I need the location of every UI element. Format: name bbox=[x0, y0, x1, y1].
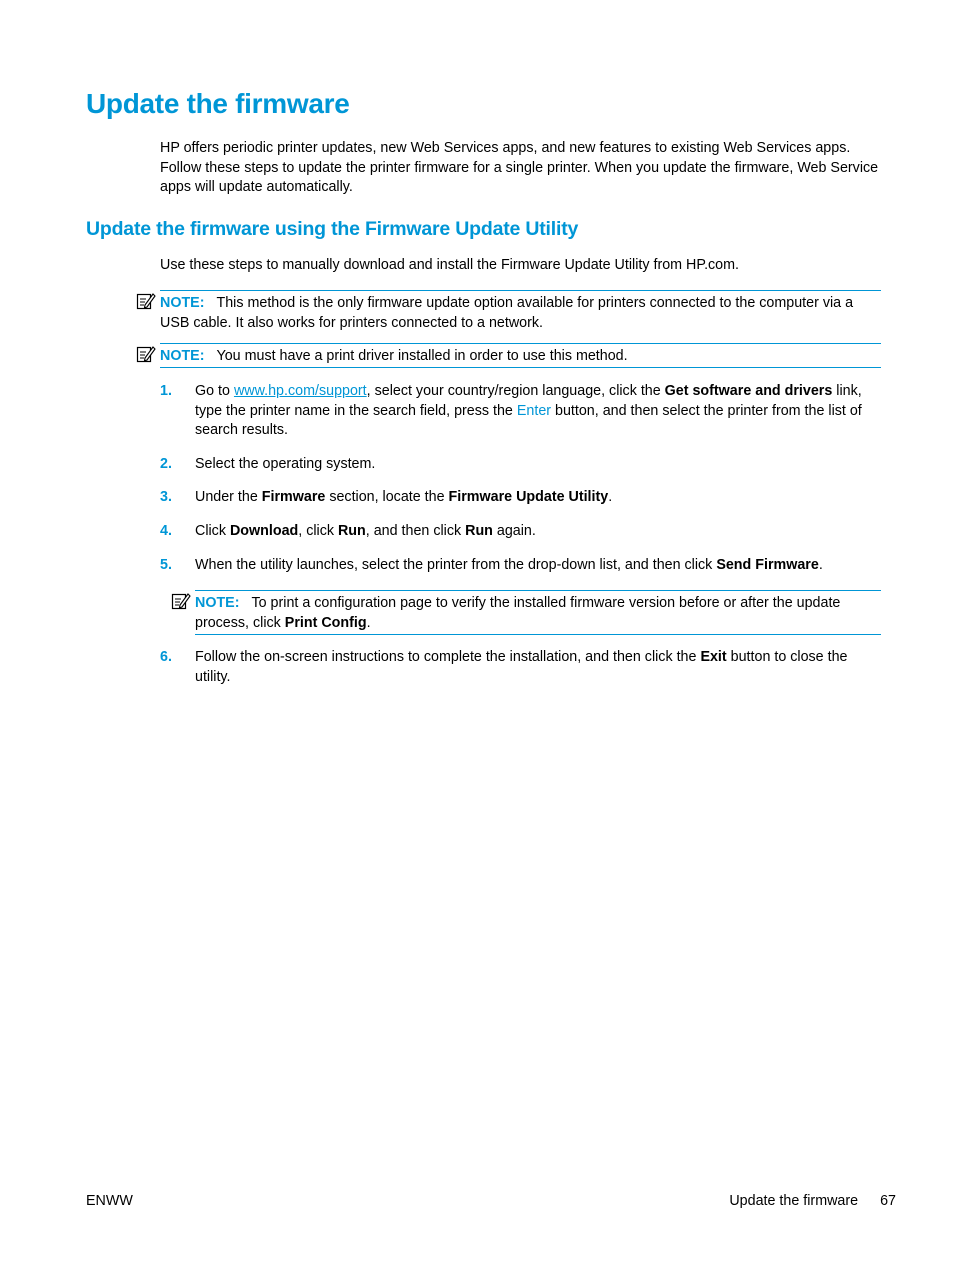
text-run: . bbox=[818, 557, 823, 573]
ui-term: Download bbox=[229, 523, 299, 539]
support-link[interactable]: www.hp.com/support bbox=[233, 383, 367, 399]
step-text: Select the operating system. bbox=[195, 456, 376, 472]
intro-paragraph: HP offers periodic printer updates, new Web Services apps, and new features to existing Web Services apps. Follow these steps to update the printer firmware for a single printer. When you update the firmware, Web Service apps will update automatically. bbox=[160, 140, 879, 195]
text-run: link, type the printer name in the search field, press the bbox=[195, 383, 862, 419]
text-run: section, locate the bbox=[325, 489, 449, 505]
note-text: To print a configuration page to verify the installed firmware version before or after the update process, click bbox=[195, 595, 841, 631]
step-number: 1. bbox=[160, 383, 172, 399]
ui-term: Send Firmware bbox=[716, 557, 819, 573]
ui-term: Firmware bbox=[261, 489, 326, 505]
page-number: 67 bbox=[880, 1193, 896, 1209]
step-text bbox=[195, 522, 885, 542]
ui-term: Get software and drivers bbox=[664, 383, 833, 399]
step-5 bbox=[160, 556, 885, 576]
note-label: NOTE: bbox=[195, 595, 240, 611]
section-title: Update the firmware using the Firmware Update Utility bbox=[86, 218, 579, 240]
note-text: You must have a print driver installed in order to use this method. bbox=[216, 348, 628, 364]
step-text bbox=[195, 556, 885, 576]
step-number: 2. bbox=[160, 456, 172, 472]
ui-term: Exit bbox=[700, 649, 727, 665]
step-text bbox=[195, 648, 885, 687]
step-number: 6. bbox=[160, 649, 172, 665]
step-4 bbox=[160, 522, 885, 542]
text-run: Click bbox=[195, 523, 230, 539]
text-run: again. bbox=[492, 523, 536, 539]
note-print-driver bbox=[160, 343, 881, 368]
footer-page-info bbox=[729, 1193, 896, 1209]
text-run: , and then click bbox=[365, 523, 466, 539]
step-6 bbox=[160, 648, 885, 687]
step-3 bbox=[160, 488, 885, 508]
note-label: NOTE: bbox=[160, 348, 205, 364]
text-run: button, and then select the printer from the list of search results. bbox=[195, 402, 862, 438]
text-run: , click bbox=[298, 523, 338, 539]
step-1 bbox=[160, 382, 885, 441]
enter-key-term: Enter bbox=[516, 402, 552, 419]
step-2 bbox=[160, 455, 885, 475]
text-run: , select your country/region language, click the bbox=[366, 383, 665, 399]
note-pencil-icon bbox=[171, 591, 191, 611]
text-run: When the utility launches, select the printer from the drop-down list, and then click bbox=[195, 557, 717, 573]
step-number: 3. bbox=[160, 489, 172, 505]
footer-enww: ENWW bbox=[86, 1193, 133, 1209]
note-pencil-icon bbox=[136, 344, 156, 364]
ui-term: Run bbox=[337, 523, 366, 539]
page-title: Update the firmware bbox=[86, 88, 350, 119]
note-pencil-icon bbox=[136, 291, 156, 311]
ui-term: Run bbox=[465, 523, 493, 539]
note-text: . bbox=[366, 615, 371, 631]
text-run: Follow the on-screen instructions to complete the installation, and then click the bbox=[195, 649, 701, 665]
text-run: . bbox=[608, 489, 613, 505]
note-print-config bbox=[195, 590, 881, 635]
step-text bbox=[195, 488, 885, 508]
section-intro-paragraph: Use these steps to manually download and install the Firmware Update Utility from HP.com. bbox=[160, 257, 740, 273]
footer-section-title: Update the firmware bbox=[729, 1193, 859, 1209]
ui-term: Print Config bbox=[284, 615, 367, 631]
step-number: 4. bbox=[160, 523, 172, 539]
note-label: NOTE: bbox=[160, 295, 205, 311]
step-number: 5. bbox=[160, 557, 172, 573]
note-usb bbox=[160, 290, 881, 333]
text-run: Go to bbox=[195, 383, 234, 399]
ui-term: Firmware Update Utility bbox=[448, 489, 609, 505]
text-run: Under the bbox=[195, 489, 262, 505]
note-text: This method is the only firmware update option available for printers connected to the computer via a USB cable. It also works for printers connected to a network. bbox=[160, 295, 854, 331]
step-text bbox=[195, 382, 885, 441]
text-run: button to close the utility. bbox=[195, 649, 848, 685]
